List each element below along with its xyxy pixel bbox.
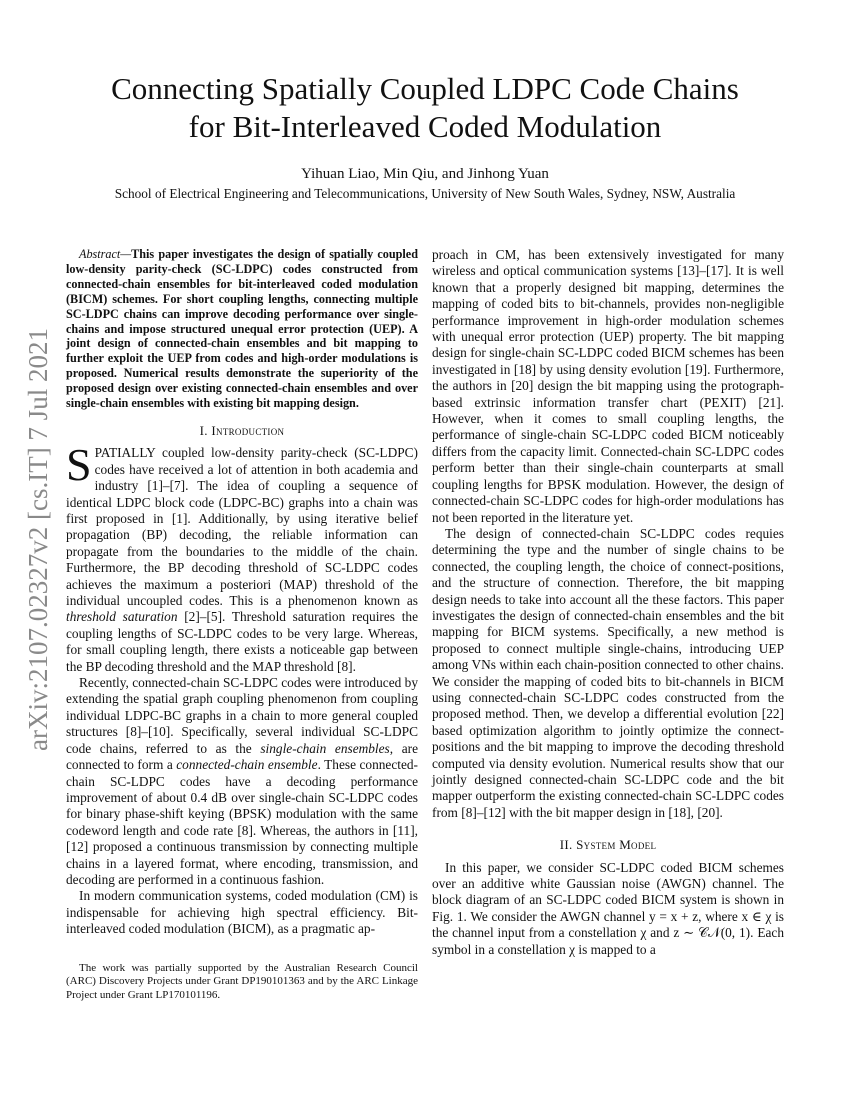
section-heading-system-model: II. System Model — [559, 837, 657, 853]
paper-title — [50, 70, 800, 146]
footnote: The work was partially supported by the Australian Research Council (ARC) Discovery Projects under Grant DP190101363 and by the ARC Linkage Project under Grant LP170101196. — [66, 962, 418, 1001]
abstract-label: Abstract— — [79, 247, 132, 261]
intro-paragraph-2 — [66, 675, 418, 888]
intro-paragraph-4: The design of connected-chain SC-LDPC codes requies determining the type and the number of single chains to be connected, the coupling length, the choice of connect-positions, and the structure of connection. Therefore, the bit mapping design needs to take into account all the these factors. This paper investigates the design of connected-chain ensembles and the bit mapping for BICM systems. Specifically, a new method is proposed to connect multiple single-chains, introducing UEP among VNs within each chain-position connected to other chains. We consider the mapping of coded bits to bit-channels in BICM using connected-chain SC-LDPC codes constructed from the proposed method. Then, we develop a differential evolution [22] based optimization algorithm to jointly optimize the connect-positions and the bit mapping to improve the decoding threshold computed via density evolution. Numerical results show that our jointly designed connected-chain SC-LDPC code and the bit mapper outperform the existing connected-chain SC-LDPC codes from [8]–[12] with the bit mapper design in [18], [20]. — [432, 525, 784, 820]
system-model-paragraph-1: In this paper, we consider SC-LDPC coded BICM schemes over an additive white Gaussian noise (AWGN) channel. The block diagram of an SC-LDPC coded BICM system is shown in Fig. 1. We consider the AWGN channel y = x + z, where x ∈ χ is the channel input from a constellation χ and z ∼ 𝒞𝒩(0, 1). Each symbol in a constellation χ is mapped to a — [432, 859, 784, 957]
section-heading-introduction: I. Introduction — [199, 422, 285, 438]
intro-paragraph-3-cont: proach in CM, has been extensively investigated for many wireless and optical communication systems [13]–[17]. It is well known that a properly designed bit mapping, determines the mapping of coded bits to bit-channels, provides non-negligible performance improvement in high-order modulation schemes with unequal error protection (UEP) property. The bit mapping design for single-chain SC-LDPC coded BICM schemes has been investigated in [18] by using density evolution [19]. Furthermore, the authors in [20] design the bit mapping using the protograph-based extrinsic information transfer chart (PEXIT) [21]. However, when it comes to small coupling lengths, the performance of single-chain SC-LDPC coded BICM noticeably differs from the capacity limit. Connected-chain SC-LDPC codes perform better than their single-chain counterparts at small coupling lengths for BPSK modulation. However, the design of connected-chain SC-LDPC codes for high-order modulations has not been reported in the literature yet. — [432, 247, 784, 525]
abstract-text: This paper investigates the design of spatially coupled low-density parity-check (SC-LDPC) codes constructed from connected-chain ensembles for bit-interleaved coded modulation (BICM) schemes. For short coupling lengths, connecting multiple SC-LDPC chains can improve decoding performance over single-chains and impose structured unequal error protection (UEP). A joint design of connected-chain ensembles and bit mapping to further exploit the UEP from codes and high-order modulations is proposed. Numerical results demonstrate the superiority of the proposed design over existing connected-chain ensembles and over single-chain ensembles with existing bit mapping design. — [66, 247, 418, 411]
intro-p1-text-b: [2]–[5]. Threshold saturation requires the coupling lengths of SC-LDPC codes to be very large. Whereas, for small coupling length, there exists a noticeable gap between the BP decoding threshold and the MAP threshold [8]. — [66, 609, 418, 674]
intro-paragraph-1 — [66, 439, 418, 675]
intro-p2-text-c: . These connected-chain SC-LDPC codes have a decoding performance improvement of about 0.4 dB over single-chain SC-LDPC codes for binary phase-shift keying (BPSK) modulation with the same codeword length and code rate [8]. Whereas, the authors in [11], [12] proposed a continuous transmission by connecting multiple chains in a layered format, where encoding, transmission, and decoding are performed in a continuous fashion. — [66, 757, 419, 887]
abstract — [66, 247, 418, 411]
intro-p1-text-a: PATIALLY coupled low-density parity-check (SC-LDPC) codes have received a lot of attention in both academia and industry [1]–[7]. The idea of coupling a sequence of identical LDPC block code (LDPC-BC) graphs into a chain was first proposed in [1]. Additionally, by using iterative belief propagation (BP) decoding, the reliable information can propagate from the boundaries to the middle of the chain. Furthermore, the BP decoding threshold of SC-LDPC codes achieves the maximum a posteriori (MAP) threshold of the individual uncoupled codes. This is a phenomenon known as — [66, 445, 418, 609]
right-column — [432, 247, 784, 958]
intro-p2-text-a: Recently, connected-chain SC-LDPC codes were introduced by extending the spatial graph coupling phenomenon from coupling individual LDPC-BC graphs in a chain to more general coupled structures [8]–[10]. Specifically, several individual SC-LDPC code chains, referred to as the — [66, 675, 418, 756]
affiliation: School of Electrical Engineering and Telecommunications, University of New South Wales, Sydney, NSW, Australia — [114, 186, 736, 201]
intro-paragraph-3-start: In modern communication systems, coded modulation (CM) is indispensable for achieving high spectral efficiency. Bit-interleaved coded modulation (BICM), as a pragmatic ap- — [66, 888, 418, 937]
title-line-2: for Bit-Interleaved Coded Modulation — [188, 109, 662, 144]
intro-p2-emphasis-2: connected-chain ensemble — [176, 757, 318, 773]
drop-cap: S — [66, 439, 92, 491]
authors: Yihuan Liao, Min Qiu, and Jinhong Yuan — [301, 166, 549, 182]
intro-p1-emphasis: threshold saturation — [66, 609, 178, 625]
intro-p2-text-b: , are connected to form a — [66, 740, 418, 773]
left-column — [66, 247, 418, 938]
intro-p2-emphasis-1: single-chain ensembles — [260, 740, 390, 756]
title-line-1: Connecting Spatially Coupled LDPC Code Chains — [111, 71, 739, 106]
arxiv-identifier: arXiv:2107.02327v2 [cs.IT] 7 Jul 2021 — [23, 328, 53, 752]
